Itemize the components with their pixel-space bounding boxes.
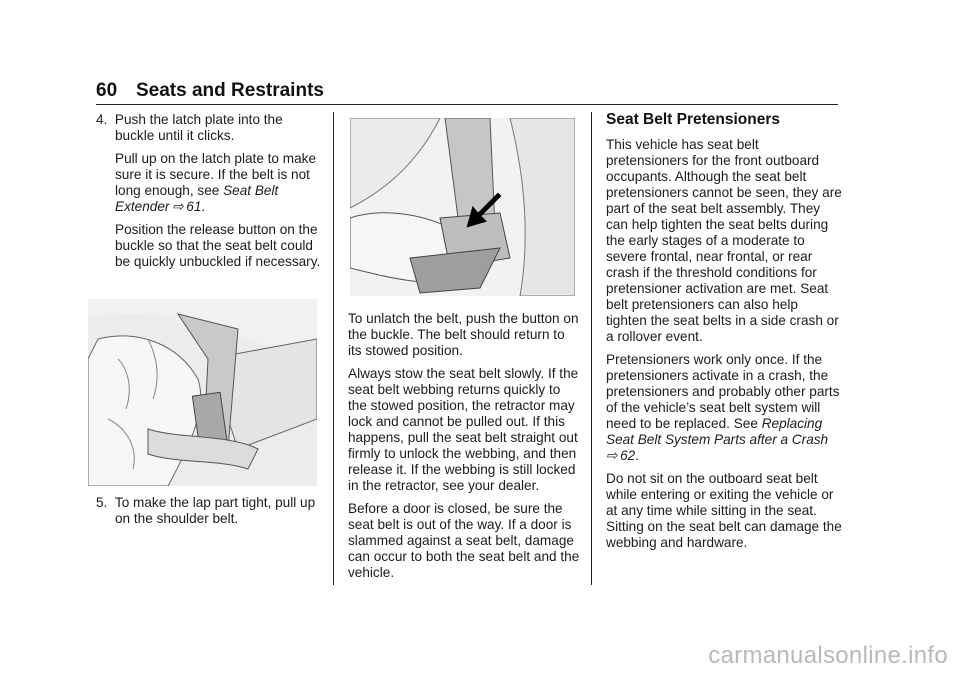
middle-column: [348, 311, 580, 588]
page-ref-icon: ⇨: [606, 448, 618, 463]
watermark: carmanualsonline.info: [708, 642, 948, 669]
release-button-paragraph: Position the release button on the buckle so that the seat belt could be quickly unbuckled if necessary.: [115, 222, 321, 269]
page-header: [96, 80, 324, 102]
do-not-sit-paragraph: Do not sit on the outboard seat belt while entering or exiting the vehicle or at any time while sitting in the seat. Sitting on the seat belt can damage the webbing and hardware.: [606, 471, 842, 550]
stow-paragraph: Always stow the seat belt slowly. If the seat belt webbing returns quickly to the stowed position, the retractor may lock and cannot be pulled out. If this happens, pull the seat belt straight out firmly to unlock the webbing, and then release it. If the webbing is still locked in the retractor, see your dealer.: [348, 366, 579, 493]
right-column: [606, 112, 842, 558]
section-title: Seats and Restraints: [136, 80, 324, 101]
step-4: 4. Push the latch plate into the buckle until it clicks.: [96, 112, 283, 143]
left-column: [96, 112, 322, 277]
buckle-release-illustration: [350, 118, 575, 296]
latch-check-paragraph: Pull up on the latch plate to make sure it is secure. If the belt is not long enough, see Seat Belt Extender ⇨ 61.: [115, 151, 317, 214]
unlatch-paragraph: To unlatch the belt, push the button on the buckle. The belt should return to its stowed position.: [348, 311, 579, 358]
column-divider-2: [591, 112, 592, 585]
pretensioners-intro-paragraph: This vehicle has seat belt pretensioners for the front outboard occupants. Although the seat belt pretensioners cannot be seen, they are part of the seat belt assembly. They can help tighten the seat belts during the early stages of a moderate to severe frontal, near frontal, or rear crash if the threshold conditions for pretensioner activation are met. Seat belt pretensioners can also help tighten the seat belts in a side crash or a rollover event.: [606, 137, 842, 344]
header-rule: [96, 104, 838, 105]
seat-belt-extender-link[interactable]: Seat Belt Extender ⇨ 61: [115, 183, 279, 214]
latch-plate-illustration: [88, 299, 317, 486]
page-ref-icon: ⇨: [172, 199, 184, 214]
left-column-lower: [96, 495, 322, 534]
pretensioners-once-paragraph: Pretensioners work only once. If the pretensioners activate in a crash, the pretensioners and probably other parts of the vehicle’s seat belt system will need to be replaced. See Replacing Seat Belt System Parts after a Crash ⇨ 62.: [606, 352, 840, 463]
column-divider: [333, 112, 334, 585]
page-number: 60: [96, 80, 118, 101]
step-5: 5. To make the lap part tight, pull up on the shoulder belt.: [96, 495, 316, 526]
door-paragraph: Before a door is closed, be sure the seat belt is out of the way. If a door is slammed against a seat belt, damage can occur to both the seat belt and the vehicle.: [348, 501, 580, 580]
replacing-parts-link[interactable]: Replacing Seat Belt System Parts after a Crash ⇨ 62: [606, 416, 829, 463]
pretensioners-heading: Seat Belt Pretensioners: [606, 111, 781, 128]
